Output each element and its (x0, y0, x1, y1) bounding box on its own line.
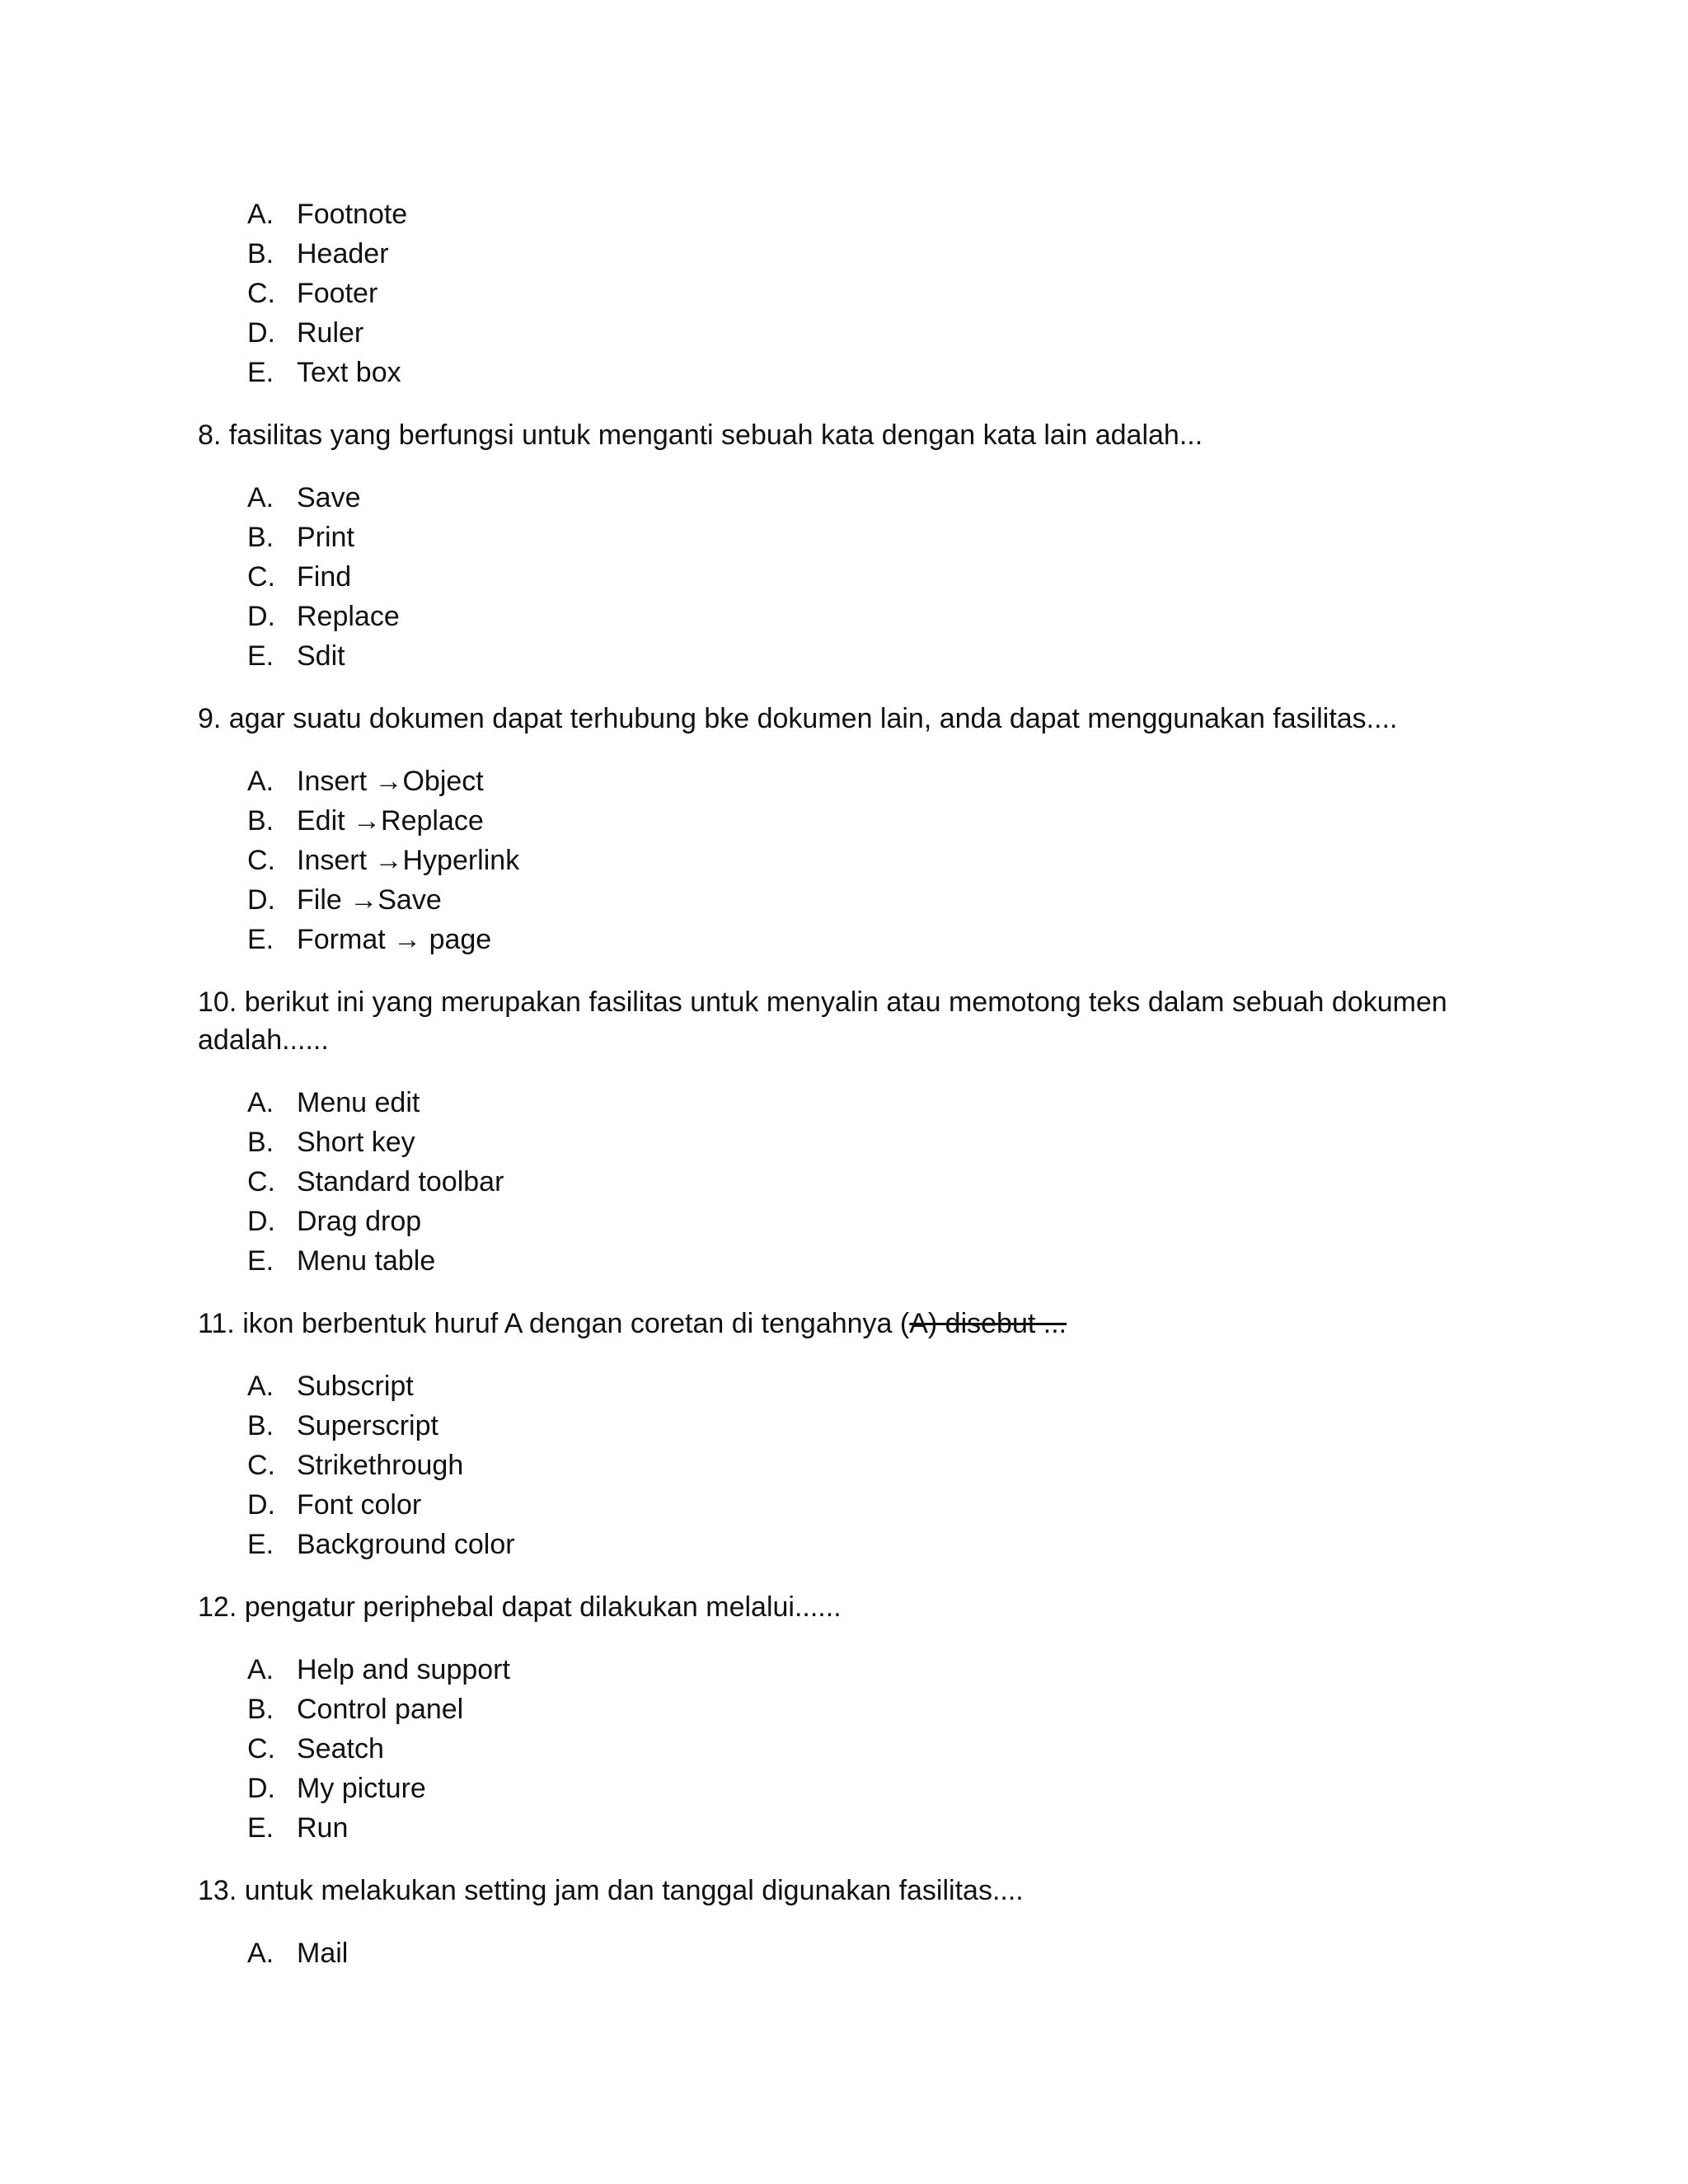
option-text: Subscript (297, 1371, 414, 1402)
q7-option-a (247, 194, 407, 234)
option-text: Print (297, 522, 354, 553)
option-text: Strikethrough (297, 1450, 464, 1481)
option-text: Format → page (297, 924, 492, 955)
option-letter: D. (247, 1773, 275, 1804)
option-letter: D. (247, 884, 275, 916)
option-text: Footnote (297, 199, 408, 230)
option-text: Short key (297, 1127, 415, 1158)
option-letter: B. (247, 238, 274, 269)
option-letter: E. (247, 924, 274, 955)
question-11-text: 11. ikon berbentuk huruf A dengan coretan di tengahnya ( (198, 1308, 910, 1339)
option-text: Replace (297, 601, 400, 632)
option-letter: C. (247, 278, 275, 309)
option-letter: E. (247, 1529, 274, 1560)
option-letter: A. (247, 1087, 274, 1118)
q9-option-b (247, 801, 484, 841)
option-letter: B. (247, 1127, 274, 1158)
q11-option-a (247, 1366, 414, 1406)
option-text: Edit →Replace (297, 805, 484, 837)
q12-option-e (247, 1808, 348, 1848)
option-text: Insert →Hyperlink (297, 845, 520, 876)
option-text: Find (297, 561, 352, 593)
q10-option-e (247, 1241, 435, 1281)
option-text: Background color (297, 1529, 515, 1560)
option-letter: E. (247, 357, 274, 388)
q10-option-b (247, 1122, 415, 1162)
q10-option-d (247, 1202, 421, 1241)
q11-option-e (247, 1525, 515, 1564)
q7-option-d (247, 313, 363, 353)
question-8: 8. fasilitas yang berfungsi untuk menganti sebuah kata dengan kata lain adalah... (198, 419, 1203, 451)
option-letter: C. (247, 1166, 275, 1197)
option-letter: B. (247, 522, 274, 553)
option-letter: A. (247, 1938, 274, 1969)
q12-option-a (247, 1650, 510, 1690)
option-text: Mail (297, 1938, 349, 1969)
option-letter: C. (247, 1733, 275, 1765)
option-letter: D. (247, 1489, 275, 1521)
q8-option-e (247, 636, 345, 676)
q11-option-c (247, 1446, 463, 1485)
option-text: Sdit (297, 640, 345, 672)
option-letter: B. (247, 805, 274, 837)
q7-option-b (247, 234, 389, 274)
q12-option-b (247, 1690, 463, 1729)
option-text: Seatch (297, 1733, 384, 1765)
q11-option-d (247, 1485, 421, 1525)
q9-option-c (247, 841, 519, 880)
option-letter: C. (247, 561, 275, 593)
option-letter: E. (247, 1812, 274, 1844)
question-12: 12. pengatur periphebal dapat dilakukan melalui...... (198, 1591, 842, 1623)
option-text: Header (297, 238, 389, 269)
option-letter: E. (247, 1245, 274, 1277)
option-letter: D. (247, 1206, 275, 1237)
question-11-struck-text: A) disebut ... (909, 1308, 1067, 1339)
question-10-line-2: adalah...... (198, 1024, 329, 1056)
q10-option-c (247, 1162, 504, 1202)
option-letter: A. (247, 1654, 274, 1685)
option-letter: D. (247, 601, 275, 632)
option-text: Standard toolbar (297, 1166, 504, 1197)
option-letter: A. (247, 766, 274, 797)
q9-option-d (247, 880, 442, 920)
option-text: Drag drop (297, 1206, 422, 1237)
option-letter: A. (247, 199, 274, 230)
option-letter: E. (247, 640, 274, 672)
option-text: My picture (297, 1773, 426, 1804)
q8-option-b (247, 518, 354, 557)
q9-option-e (247, 920, 491, 959)
option-letter: D. (247, 317, 275, 349)
q10-option-a (247, 1083, 420, 1122)
q13-option-a (247, 1933, 348, 1973)
q8-option-a (247, 478, 361, 518)
q11-option-b (247, 1406, 438, 1446)
option-text: Help and support (297, 1654, 510, 1685)
option-text: Menu edit (297, 1087, 420, 1118)
option-text: Insert →Object (297, 766, 484, 797)
option-text: Font color (297, 1489, 422, 1521)
option-text: Superscript (297, 1410, 438, 1441)
q7-option-c (247, 274, 377, 313)
q9-option-a (247, 762, 484, 801)
option-letter: A. (247, 1371, 274, 1402)
option-letter: C. (247, 1450, 275, 1481)
q12-option-c (247, 1729, 384, 1769)
option-text: Text box (297, 357, 401, 388)
option-text: Control panel (297, 1694, 464, 1725)
option-text: Ruler (297, 317, 364, 349)
q12-option-d (247, 1769, 426, 1808)
option-text: File →Save (297, 884, 442, 916)
option-text: Run (297, 1812, 349, 1844)
question-9: 9. agar suatu dokumen dapat terhubung bke dokumen lain, anda dapat menggunakan fasilitas.... (198, 703, 1398, 734)
option-text: Footer (297, 278, 378, 309)
option-text: Save (297, 482, 361, 513)
question-11 (198, 1304, 1067, 1343)
option-letter: A. (247, 482, 274, 513)
option-text: Menu table (297, 1245, 436, 1277)
option-letter: B. (247, 1410, 274, 1441)
option-letter: B. (247, 1694, 274, 1725)
option-letter: C. (247, 845, 275, 876)
q8-option-d (247, 597, 400, 636)
question-10-line-1: 10. berikut ini yang merupakan fasilitas untuk menyalin atau memotong teks dalam sebuah dokumen (198, 987, 1447, 1018)
question-13: 13. untuk melakukan setting jam dan tanggal digunakan fasilitas.... (198, 1875, 1024, 1906)
q7-option-e (247, 353, 401, 392)
q8-option-c (247, 557, 351, 597)
